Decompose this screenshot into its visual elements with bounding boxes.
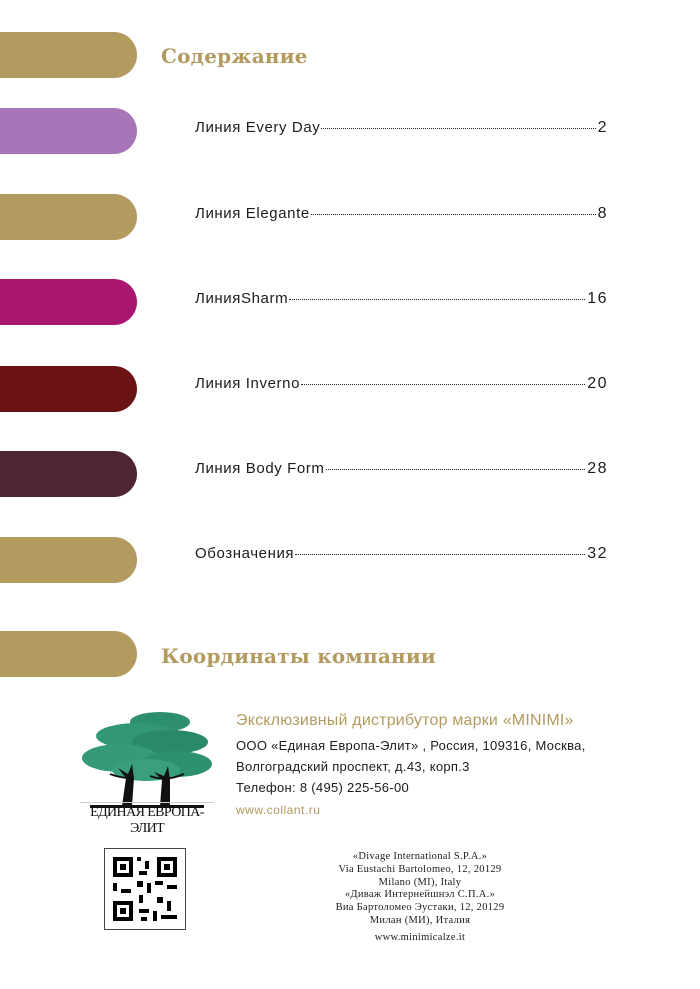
tab-legend[interactable] xyxy=(0,537,137,583)
distributor-title: Эксклюзивный дистрибутор марки «MINIMI» xyxy=(236,712,574,729)
tab-company xyxy=(0,631,137,677)
website-link[interactable]: www.collant.ru xyxy=(236,803,321,817)
logo-company-name: ЕДИНАЯ ЕВРОПА-ЭЛИТ xyxy=(80,802,214,837)
toc-entry-every-day[interactable] xyxy=(195,119,608,145)
address-line-1: ООО «Единая Европа-Элит» , Россия, 109316, Москва, xyxy=(236,738,586,753)
footer-line: «Диваж Интернейшнэл С.П.А.» xyxy=(344,889,496,901)
toc-label: Линия Every Day xyxy=(195,119,321,136)
contents-title: Содержание xyxy=(161,44,308,68)
footer-line: Milano (MI), Italy xyxy=(378,876,462,888)
toc-leader xyxy=(289,299,585,300)
toc-page: 2 xyxy=(597,119,608,136)
toc-page: 20 xyxy=(587,375,608,392)
toc-entry-sharm[interactable] xyxy=(195,290,608,316)
toc-entry-legend[interactable] xyxy=(195,545,608,571)
toc-leader xyxy=(326,469,586,470)
toc-entry-body-form[interactable] xyxy=(195,460,608,486)
toc-page: 16 xyxy=(587,290,608,307)
qr-code-icon xyxy=(104,848,186,930)
footer-line: Виа Бартоломео Эустаки, 12, 20129 xyxy=(335,902,505,914)
footer-line: «Divage International S.P.A.» xyxy=(352,851,488,862)
company-title: Координаты компании xyxy=(161,644,436,668)
toc-leader xyxy=(295,554,585,555)
tab-contents xyxy=(0,32,137,78)
toc-entry-inverno[interactable] xyxy=(195,375,608,401)
toc-label: Обозначения xyxy=(195,545,295,562)
toc-page: 32 xyxy=(587,545,608,562)
footer-website-link[interactable]: www.minimicalze.it xyxy=(374,931,466,943)
footer-line: Via Eustachi Bartolomeo, 12, 20129 xyxy=(338,863,502,875)
toc-leader xyxy=(311,214,596,215)
address-line-2: Волгоградский проспект, д.43, корп.3 xyxy=(236,759,470,774)
manufacturer-info xyxy=(300,851,540,945)
toc-leader xyxy=(321,128,595,129)
toc-entry-elegante[interactable] xyxy=(195,205,608,231)
tab-every-day[interactable] xyxy=(0,108,137,154)
tab-elegante[interactable] xyxy=(0,194,137,240)
toc-page: 8 xyxy=(597,205,608,222)
toc-leader xyxy=(301,384,585,385)
toc-page: 28 xyxy=(587,460,608,477)
toc-label: Линия Elegante xyxy=(195,205,310,222)
phone-line: Телефон: 8 (495) 225-56-00 xyxy=(236,780,410,795)
toc-label: ЛинияSharm xyxy=(195,290,289,307)
footer-line: Милан (МИ), Италия xyxy=(369,914,471,926)
toc-label: Линия Body Form xyxy=(195,460,325,477)
tab-sharm[interactable] xyxy=(0,279,137,325)
tab-inverno[interactable] xyxy=(0,366,137,412)
tab-body-form[interactable] xyxy=(0,451,137,497)
toc-label: Линия Inverno xyxy=(195,375,301,392)
